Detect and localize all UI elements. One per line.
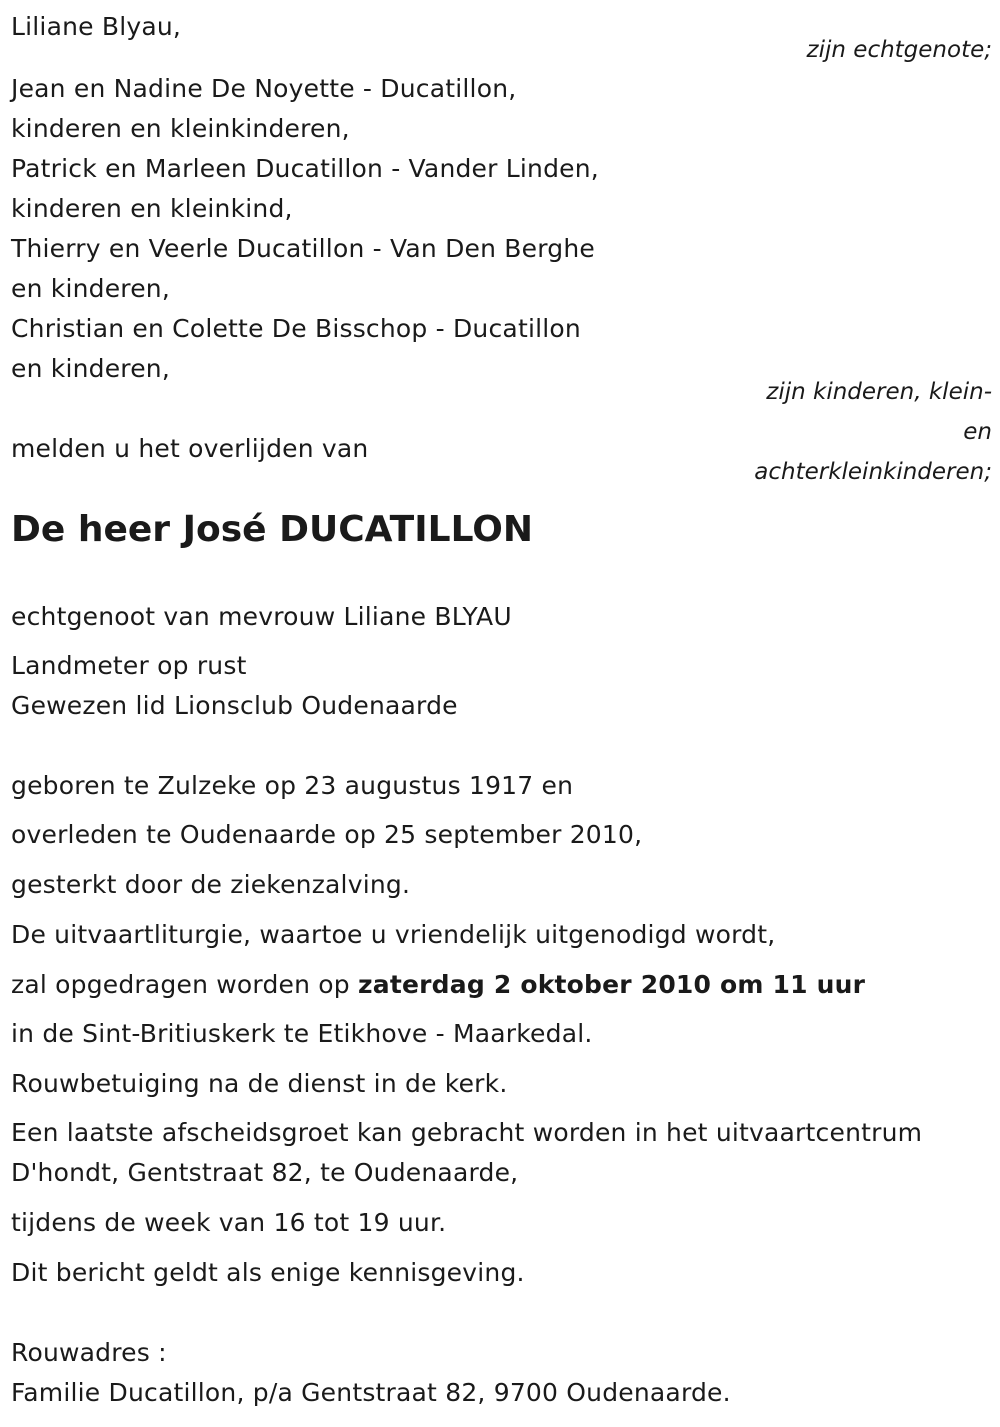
service-prefix: zal opgedragen worden op (11, 970, 358, 999)
notice-line: Dit bericht geldt als enige kennisgeving. (11, 1258, 525, 1287)
sacrament-line: gesterkt door de ziekenzalving. (11, 870, 411, 899)
children-role-1: zijn kinderen, klein- (766, 379, 992, 405)
farewell-line-2: D'hondt, Gentstraat 82, te Oudenaarde, (11, 1158, 519, 1187)
farewell-line-1: Een laatste afscheidsgroet kan gebracht worden in het uitvaartcentrum (11, 1118, 923, 1147)
children-role-3: achterkleinkinderen; (754, 459, 992, 485)
children-line-7: Christian en Colette De Bisschop - Ducatillon (11, 314, 581, 343)
condolence-line: Rouwbetuiging na de dienst in de kerk. (11, 1069, 508, 1098)
children-line-3: Patrick en Marleen Ducatillon - Vander Linden, (11, 154, 599, 183)
children-line-2: kinderen en kleinkinderen, (11, 114, 350, 143)
address-value: Familie Ducatillon, p/a Gentstraat 82, 9700 Oudenaarde. (11, 1378, 731, 1407)
children-line-4: kinderen en kleinkind, (11, 194, 293, 223)
died-line: overleden te Oudenaarde op 25 september 2010, (11, 820, 643, 849)
deceased-name: De heer José DUCATILLON (11, 509, 533, 550)
spouse-role: zijn echtgenote; (806, 37, 992, 63)
spouse-name: Liliane Blyau, (11, 12, 182, 41)
address-label: Rouwadres : (11, 1338, 167, 1367)
children-line-8: en kinderen, (11, 354, 170, 383)
service-line (11, 970, 865, 1000)
children-line-5: Thierry en Veerle Ducatillon - Van Den Berghe (11, 234, 595, 263)
spouse-of: echtgenoot van mevrouw Liliane BLYAU (11, 602, 512, 631)
born-line: geboren te Zulzeke op 23 augustus 1917 en (11, 771, 574, 800)
children-line-6: en kinderen, (11, 274, 170, 303)
announce-text: melden u het overlijden van (11, 434, 369, 463)
children-line-1: Jean en Nadine De Noyette - Ducatillon, (11, 74, 517, 103)
membership: Gewezen lid Lionsclub Oudenaarde (11, 691, 458, 720)
church-line: in de Sint-Britiuskerk te Etikhove - Maarkedal. (11, 1019, 593, 1048)
service-date: zaterdag 2 oktober 2010 om 11 uur (358, 970, 866, 999)
hours-line: tijdens de week van 16 tot 19 uur. (11, 1208, 447, 1237)
children-role-2: en (963, 419, 992, 445)
occupation: Landmeter op rust (11, 651, 247, 680)
invite-line: De uitvaartliturgie, waartoe u vriendelijk uitgenodigd wordt, (11, 920, 776, 949)
